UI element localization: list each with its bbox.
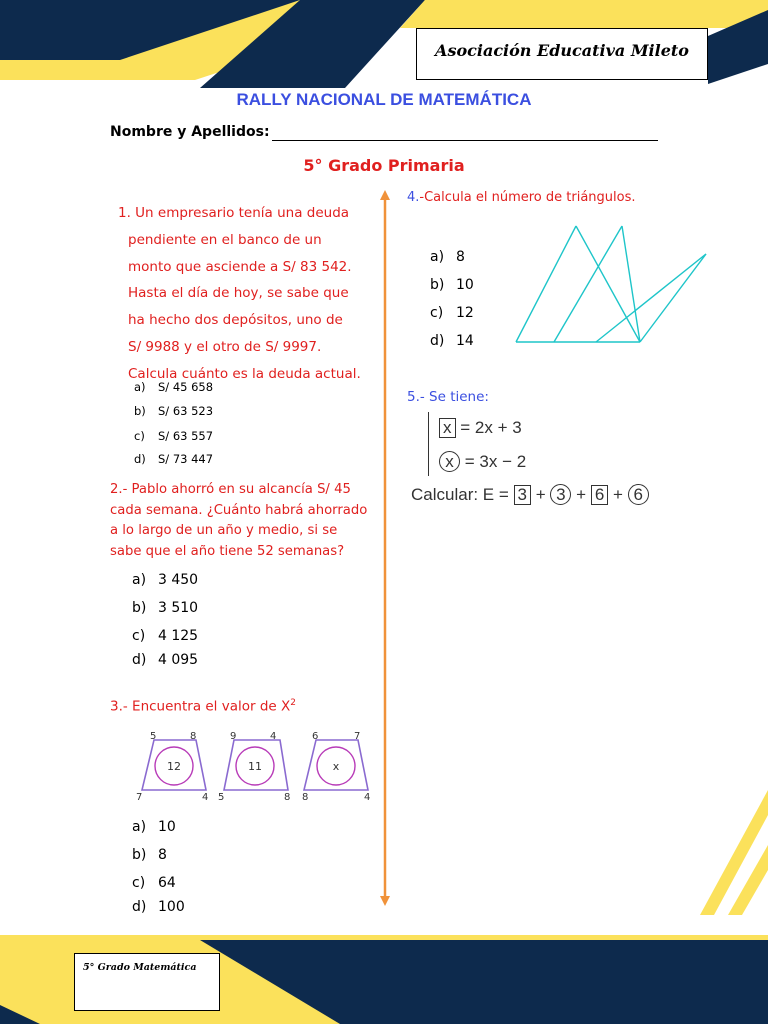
q2-option-b[interactable] <box>132 600 198 616</box>
q4-option-d[interactable] <box>430 333 474 349</box>
figure-1-top-right: 8 <box>190 731 197 742</box>
figure-1-top-left: 5 <box>150 731 157 742</box>
option-text: S/ 63 523 <box>158 404 214 418</box>
figure-2-top-right: 4 <box>270 731 277 742</box>
option-text: 14 <box>456 333 474 349</box>
trapezoid-figure-3 <box>302 731 370 803</box>
option-text: S/ 63 557 <box>158 429 214 443</box>
equation-2-rhs: = 3x − 2 <box>464 452 527 471</box>
calculate-label: Calcular: E = <box>411 485 509 504</box>
trapezoid-figure-2 <box>218 731 290 803</box>
figure-3-center: x <box>332 760 340 773</box>
option-text: 8 <box>158 847 167 863</box>
bottom-right-diagonal-stripe-1 <box>700 790 768 915</box>
question-2-line: sabe que el año tiene 52 semanas? <box>110 543 345 559</box>
question-4-number: 4. <box>407 190 420 205</box>
q4-triangle-figure <box>510 222 714 348</box>
option-letter: a) <box>132 819 147 835</box>
option-text: 100 <box>158 899 185 915</box>
q1-option-c[interactable] <box>134 429 213 443</box>
option-text: 10 <box>456 277 474 293</box>
q3-option-a[interactable] <box>132 819 176 835</box>
question-3-text: 3.- Encuentra el valor de X <box>110 698 291 715</box>
term-1-box: 3 <box>514 485 531 505</box>
q4-option-c[interactable] <box>430 305 474 321</box>
option-text: 8 <box>456 249 465 265</box>
q1-option-a[interactable] <box>134 380 213 394</box>
option-letter: d) <box>132 652 147 668</box>
option-text: 3 450 <box>158 572 199 588</box>
question-3-exponent: 2 <box>290 698 296 708</box>
option-letter: c) <box>132 628 146 644</box>
figure-1-bottom-right: 4 <box>202 792 209 803</box>
page-title: RALLY NACIONAL DE MATEMÁTICA <box>236 90 532 109</box>
equation-1-box-var: x <box>439 418 456 438</box>
q2-option-d[interactable] <box>132 652 198 668</box>
question-2 <box>110 480 372 562</box>
q3-option-d[interactable] <box>132 899 185 915</box>
term-3-box: 6 <box>591 485 608 505</box>
option-letter: b) <box>134 404 146 418</box>
q3-option-b[interactable] <box>132 847 167 863</box>
option-letter: d) <box>134 452 146 466</box>
figure-3-bottom-left: 8 <box>302 792 309 803</box>
q3-trapezoid-figures <box>130 728 380 804</box>
question-5: 5.- Se tiene: <box>407 389 489 405</box>
divider-arrowhead-top <box>380 190 390 200</box>
question-3 <box>110 698 296 715</box>
equation-1-rhs: = 2x + 3 <box>460 418 522 437</box>
option-text: 4 125 <box>158 628 199 644</box>
option-text: S/ 45 658 <box>158 380 214 394</box>
figure-3-bottom-right: 4 <box>364 792 371 803</box>
option-text: 64 <box>158 875 176 891</box>
plus-sign: + <box>613 485 623 504</box>
grade-heading: 5° Grado Primaria <box>303 156 465 175</box>
term-4-circle: 6 <box>628 484 649 505</box>
divider-arrowhead-bottom <box>380 896 390 906</box>
option-text: S/ 73 447 <box>158 452 214 466</box>
question-1-line: pendiente en el banco de un <box>128 231 322 248</box>
option-letter: d) <box>132 899 147 915</box>
q2-option-c[interactable] <box>132 628 198 644</box>
trapezoid-figure-1 <box>136 731 208 803</box>
equation-2 <box>439 451 526 472</box>
footer-label-box: 5° Grado Matemática <box>74 953 220 1011</box>
option-letter: c) <box>132 875 146 891</box>
figure-2-bottom-right: 8 <box>284 792 291 803</box>
option-letter: a) <box>132 572 147 588</box>
question-2-line: cada semana. ¿Cuánto habrá ahorrado <box>110 502 368 518</box>
term-2-circle: 3 <box>550 484 571 505</box>
calculate-expression <box>411 484 649 505</box>
name-label: Nombre y Apellidos: <box>110 124 270 140</box>
q4-option-b[interactable] <box>430 277 474 293</box>
option-letter: b) <box>430 277 445 293</box>
option-letter: a) <box>430 249 445 265</box>
question-2-line: a lo largo de un año y medio, si se <box>110 523 338 538</box>
name-answer-line[interactable] <box>272 140 658 141</box>
question-4 <box>407 190 635 205</box>
question-1-line: 1. Un empresario tenía una deuda <box>118 205 350 221</box>
q4-option-a[interactable] <box>430 249 465 265</box>
figure-3-top-right: 7 <box>354 731 361 742</box>
option-letter: d) <box>430 333 445 349</box>
system-brace <box>428 412 433 476</box>
question-1-line: S/ 9988 y el otro de S/ 9997. <box>128 338 322 355</box>
option-letter: c) <box>430 305 444 321</box>
option-letter: a) <box>134 380 146 394</box>
question-1-line: Calcula cuánto es la deuda actual. <box>128 365 361 382</box>
plus-sign: + <box>535 485 546 504</box>
school-name-box: Asociación Educativa Mileto <box>416 28 708 80</box>
q2-option-a[interactable] <box>132 572 198 588</box>
equation-1 <box>439 418 522 438</box>
question-1-line: Hasta el día de hoy, se sabe que <box>128 285 349 302</box>
q1-option-b[interactable] <box>134 404 213 418</box>
option-letter: c) <box>134 429 145 443</box>
question-1-line: monto que asciende a S/ 83 542. <box>128 258 352 275</box>
equation-2-circle-var: x <box>439 451 460 472</box>
option-letter: b) <box>132 847 147 863</box>
figure-2-bottom-left: 5 <box>218 792 225 803</box>
plus-sign: + <box>576 485 587 504</box>
option-text: 3 510 <box>158 600 199 616</box>
figure-1-center: 12 <box>167 760 181 773</box>
question-2-line: 2.- Pablo ahorró en su alcancía S/ 45 <box>110 482 351 497</box>
figure-2-top-left: 9 <box>230 731 237 742</box>
q3-option-c[interactable] <box>132 875 176 891</box>
option-text: 4 095 <box>158 652 199 668</box>
question-1-line: ha hecho dos depósitos, uno de <box>128 312 343 329</box>
question-1 <box>118 200 368 383</box>
figure-3-top-left: 6 <box>312 731 319 742</box>
option-letter: b) <box>132 600 147 616</box>
option-text: 12 <box>456 305 474 321</box>
figure-2-center: 11 <box>248 760 262 773</box>
q1-option-d[interactable] <box>134 452 213 466</box>
figure-1-bottom-left: 7 <box>136 792 143 803</box>
question-4-text: -Calcula el número de triángulos. <box>419 190 636 205</box>
option-text: 10 <box>158 819 176 835</box>
